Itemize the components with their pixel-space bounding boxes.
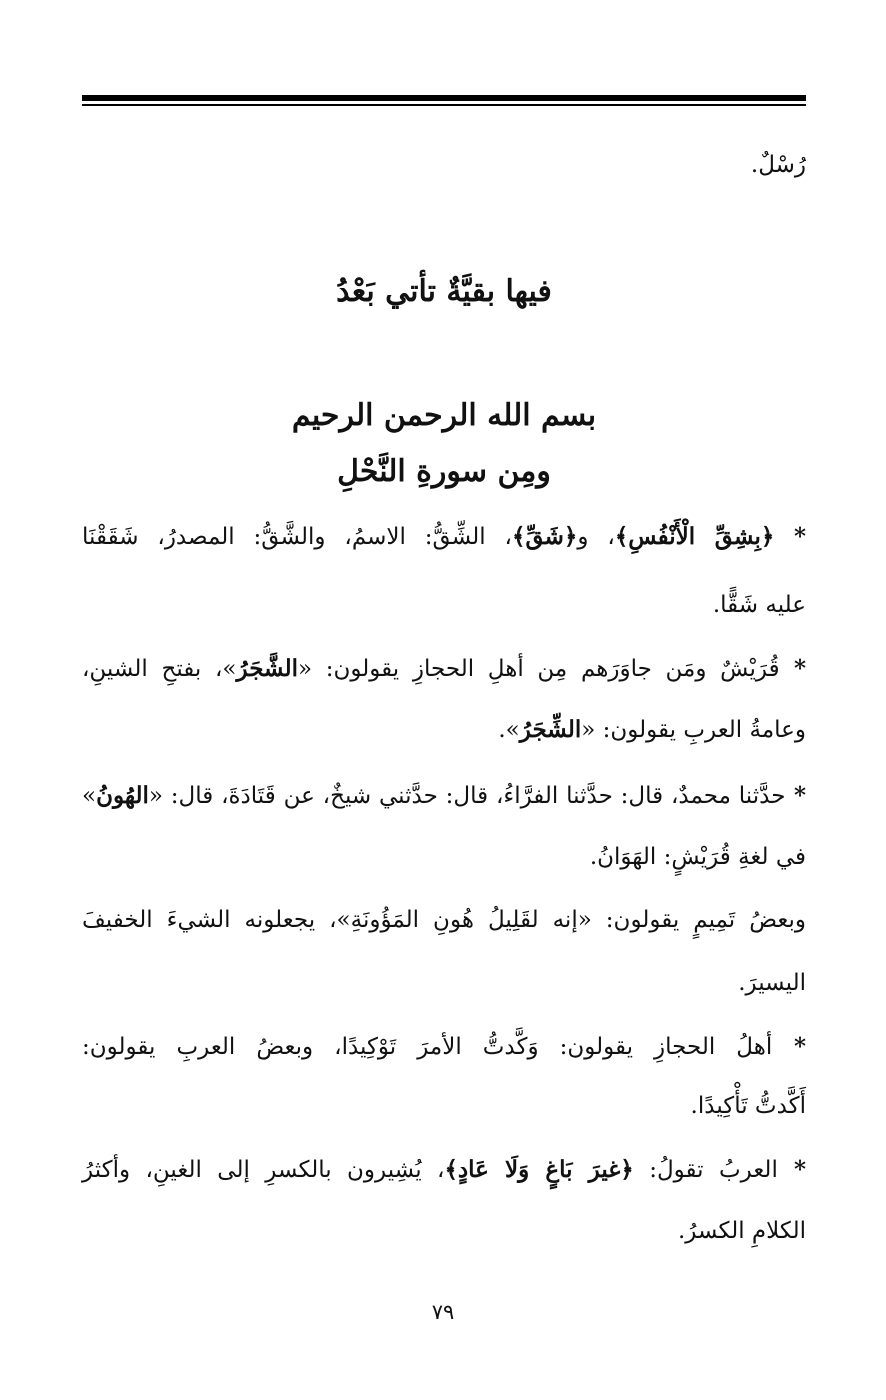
entry-3-line-1 bbox=[82, 781, 806, 811]
section-note: فيها بقيَّةٌ تأتي بَعْدُ bbox=[336, 274, 552, 309]
bold-run: ﴿بِشِقِّ الْأَنْفُسِ﴾ bbox=[614, 523, 775, 550]
text-run: الكلامِ الكسرُ. bbox=[678, 1218, 806, 1244]
text-run: ، الشِّقُّ: الاسمُ، والشَّقُّ: المصدرُ، شَقَقْنَا bbox=[82, 524, 512, 550]
bold-run: * bbox=[772, 1033, 806, 1060]
text-run: أهلُ الحجازِ يقولون: وَكَّدتُّ الأمرَ تَوْكِيدًا، وبعضُ العربِ يقولون: bbox=[82, 1034, 773, 1060]
text-run: في لغةِ قُرَيْشٍ: الهَوَانُ. bbox=[589, 844, 806, 870]
text-run: ، يُشِيرون بالكسرِ إلى الغينِ، وأكثرُ bbox=[82, 1157, 445, 1183]
entry-4-line-1 bbox=[82, 905, 806, 935]
bold-run: * bbox=[785, 782, 806, 809]
text-run: عليه شَقًّا. bbox=[712, 592, 806, 618]
entry-2-line-2 bbox=[82, 715, 806, 745]
entry-5-line-2 bbox=[82, 1091, 806, 1121]
entry-6-line-1 bbox=[82, 1155, 806, 1185]
text-run: »، بفتحِ الشينِ، bbox=[82, 656, 237, 682]
entry-3-line-2 bbox=[82, 842, 806, 872]
entry-6-line-2 bbox=[82, 1216, 806, 1246]
header-rule-thin bbox=[82, 104, 806, 106]
text-run: اليسيرَ. bbox=[738, 970, 806, 996]
text-run: وعامةُ العربِ يقولون: « bbox=[581, 717, 806, 743]
text-run: » bbox=[82, 783, 97, 809]
basmala: بسم الله الرحمن الرحيم bbox=[291, 398, 597, 433]
text-run: ، و bbox=[577, 524, 615, 550]
bold-run: الشَّجَرُ bbox=[236, 655, 298, 682]
bold-run: ﴿شَقِّ﴾ bbox=[511, 523, 578, 550]
top-fragment: رُسْلٌ. bbox=[750, 152, 806, 178]
entry-1-line-2 bbox=[82, 590, 806, 620]
bold-run: * bbox=[774, 523, 806, 550]
bold-run: الهُونُ bbox=[96, 782, 149, 809]
entry-4-line-2 bbox=[82, 968, 806, 998]
page-number: ٧٩ bbox=[431, 1300, 455, 1324]
text-run: قُرَيْشٌ ومَن جاوَرَهم مِن أهلِ الحجازِ يقولون: « bbox=[297, 656, 780, 682]
text-run: العربُ تقولُ: bbox=[633, 1157, 778, 1183]
bold-run: الشِّجَرُ bbox=[519, 716, 582, 743]
bold-run: * bbox=[779, 655, 807, 682]
text-run: ». bbox=[498, 717, 520, 743]
entry-2-line-1 bbox=[82, 654, 806, 684]
text-run: أَكَّدتُّ تَأْكِيدًا. bbox=[690, 1093, 806, 1119]
header-rule-thick bbox=[82, 95, 806, 101]
bold-run: * bbox=[777, 1156, 806, 1183]
surah-title: ومِن سورةِ النَّحْلِ bbox=[337, 454, 551, 489]
entry-5-line-1 bbox=[82, 1032, 806, 1062]
entry-1-line-1 bbox=[82, 522, 806, 552]
bold-run: ﴿غيرَ بَاغٍ وَلَا عَادٍ﴾ bbox=[444, 1156, 634, 1183]
text-run: حدَّثنا محمدٌ، قال: حدَّثنا الفرَّاءُ، قال: حدَّثني شيخٌ، عن قَتَادَةَ، قال: « bbox=[148, 783, 786, 809]
text-run: وبعضُ تَمِيمٍ يقولون: «إنه لقَلِيلُ هُونِ المَؤُونَةِ»، يجعلونه الشيءَ الخفيفَ bbox=[82, 907, 806, 933]
